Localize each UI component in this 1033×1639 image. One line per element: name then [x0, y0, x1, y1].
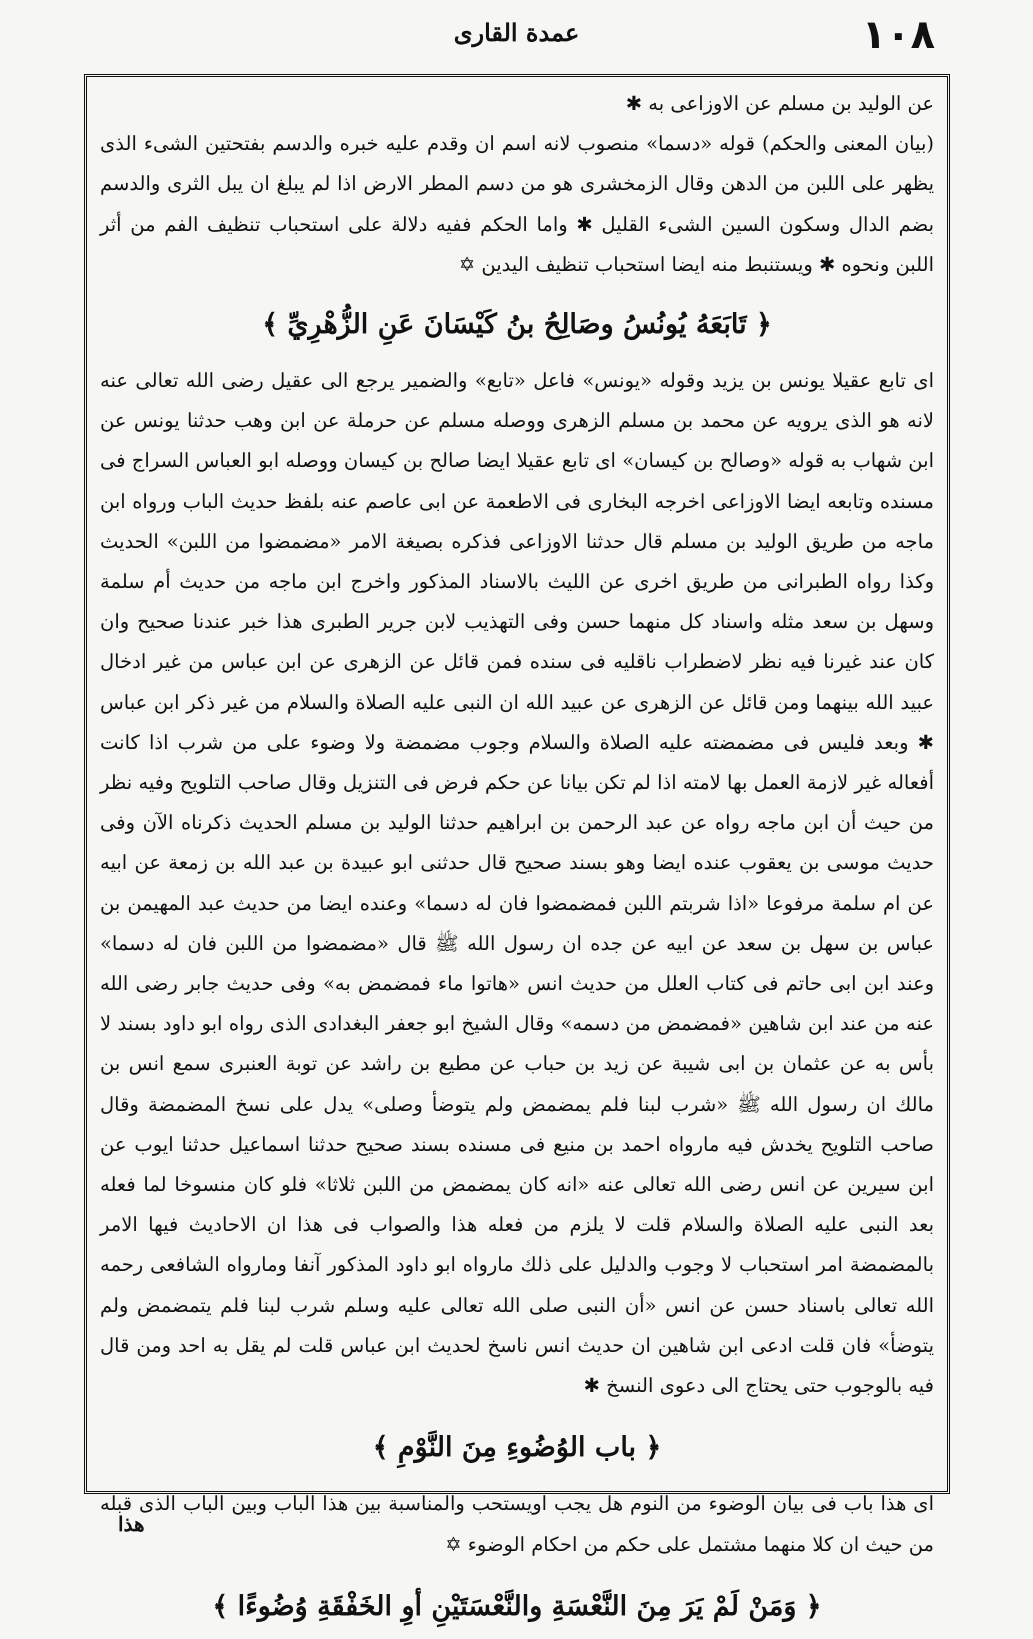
main-text [100, 84, 934, 1622]
paragraph-2: (بيان المعنى والحكم) قوله «دسما» منصوب لانه اسم ان وقدم عليه خبره والدسم بفتحتين الشىء الذى يظهر على اللبن من الدهن وقال الزمخشرى هو من دسم المطر الارض اذا لم يبلغ ان يبل الثرى والدسم بضم الدال وسكون السين الشىء القليل ✱ واما الحكم ففيه دلالة على استحباب تنظيف الفم من أثر اللبن ونحوه ✱ ويستنبط منه ايضا استحباب تنظيف اليدين ✡ [100, 132, 934, 276]
page-number: ١٠٨ [861, 12, 935, 58]
section-heading-2: ﴿ باب الوُضُوءِ مِنَ النَّوْمِ ﴾ [372, 1432, 662, 1464]
catchword: هذا [118, 1512, 145, 1536]
paragraph-1: عن الوليد بن مسلم عن الاوزاعى به ✱ [625, 92, 934, 115]
paragraph-3: اى تابع عقيلا يونس بن يزيد وقوله «يونس» فاعل «تابع» والضمير يرجع الى عقيل رضى الله تعالى عنه لانه هو الذى يرويه عن محمد بن مسلم الزهرى ووصله مسلم عن حرملة عن ابن وهب حدثنا يونس عن ابن شهاب به قوله «وصالح بن كيسان» اى تابع عقيلا ايضا صالح بن كيسان ووصله ابو العباس السراج فى مسنده وتابعه ايضا الاوزاعى اخرجه البخارى فى الاطعمة عن ابى عاصم عنه بلفظ حديث الباب ورواه ابن ماجه من طريق الوليد بن مسلم قال حدثنا الاوزاعى فذكره بصيغة الامر «مضمضوا من اللبن» الحديث وكذا رواه الطبرانى من طريق اخرى عن الليث بالاسناد المذكور واخرج ابن ماجه من حديث أم سلمة وسهل بن سعد مثله واسناد كل منهما حسن وفى التهذيب لابن جرير الطبرى هذا خبر عندنا صحيح وان كان عند غيرنا فيه نظر لاضطراب ناقليه فى سنده فمن قائل عن الزهرى عن ابن عباس من غير ادخال عبيد الله بينهما ومن قائل عن الزهرى عن عبيد الله ان النبى عليه الصلاة والسلام من غير ذكر ابن عباس ✱ وبعد فليس فى مضمضته عليه الصلاة والسلام وجوب مضمضة ولا وضوء على من شرب اذا كانت أفعاله غير لازمة العمل بها لامته اذا لم تكن بيانا عن حكم فرض فى التنزيل وقال صاحب التلويح وفيه نظر من حيث أن ابن ماجه رواه عن عبد الرحمن بن ابراهيم حدثنا الوليد بن مسلم الحديث ذكرناه الآن وفى حديث موسى بن يعقوب عنده ايضا وهو بسند صحيح قال حدثنى ابو عبيدة بن عبد الله بن زمعة عن ابيه عن ام سلمة مرفوعا «اذا شربتم اللبن فمضمضوا فان له دسما» وعنده ايضا من حديث عبد المهيمن بن عباس بن سهل بن سعد عن ابيه عن جده ان رسول الله ﷺ قال «مضمضوا من اللبن فان له دسما» وعند ابن ابى حاتم فى كتاب العلل من حديث انس «هاتوا ماء فمضمض به» وفى حديث جابر رضى الله عنه من عند ابن شاهين «فمضمض من دسمه» وقال الشيخ ابو جعفر البغدادى الذى رواه ابو داود بسند لا بأس به عن عثمان بن ابى شيبة عن زيد بن حباب عن مطيع بن راشد عن توبة العنبرى سمع انس بن مالك ان رسول الله ﷺ «شرب لبنا فلم يمضمض ولم يتوضأ وصلى» يدل على نسخ المضمضة وقال صاحب التلويح يخدش فيه مارواه احمد بن منيع فى مسنده بسند صحيح حدثنا اسماعيل حدثنا ايوب عن ابن سيرين عن انس رضى الله تعالى عنه «انه كان يمضمض من اللبن ثلاثا» فلو كان منسوخا لما فعله بعد النبى عليه الصلاة والسلام قلت لا يلزم من فعله هذا والصواب فى هذا ان الاحاديث فيها الامر بالمضمضة امر استحباب لا وجوب والدليل على ذلك مارواه ابو داود المذكور آنفا ومارواه الشافعى رحمه الله تعالى باسناد حسن عن انس «أن النبى صلى الله تعالى عليه وسلم شرب لبنا فلم يتمضمض ولم يتوضأ» فان قلت ادعى ابن شاهين ان حديث انس ناسخ لحديث ابن عباس قلت لم يقل به احد ومن قال فيه بالوجوب حتى يحتاج الى دعوى النسخ ✱ [100, 369, 934, 1398]
running-title: عمدة القارى [453, 18, 580, 47]
paragraph-4: اى هذا باب فى بيان الوضوء من النوم هل يجب اويستحب والمناسبة بين هذا الباب وبين الباب الذى قبله من حيث ان كلا منهما مشتمل على حكم من احكام الوضوء ✡ [100, 1492, 934, 1556]
section-heading-3: ﴿ وَمَنْ لَمْ يَرَ مِنَ النَّعْسَةِ والنَّعْسَتَيْنِ أوِ الخَفْقَةِ وُضُوءًا ﴾ [212, 1590, 822, 1622]
section-heading-1: ﴿ تَابَعَهُ يُونُسُ وصَالِحُ بنُ كَيْسَانَ عَنِ الزُّهْرِيِّ ﴾ [262, 309, 772, 341]
page-header [80, 8, 953, 60]
